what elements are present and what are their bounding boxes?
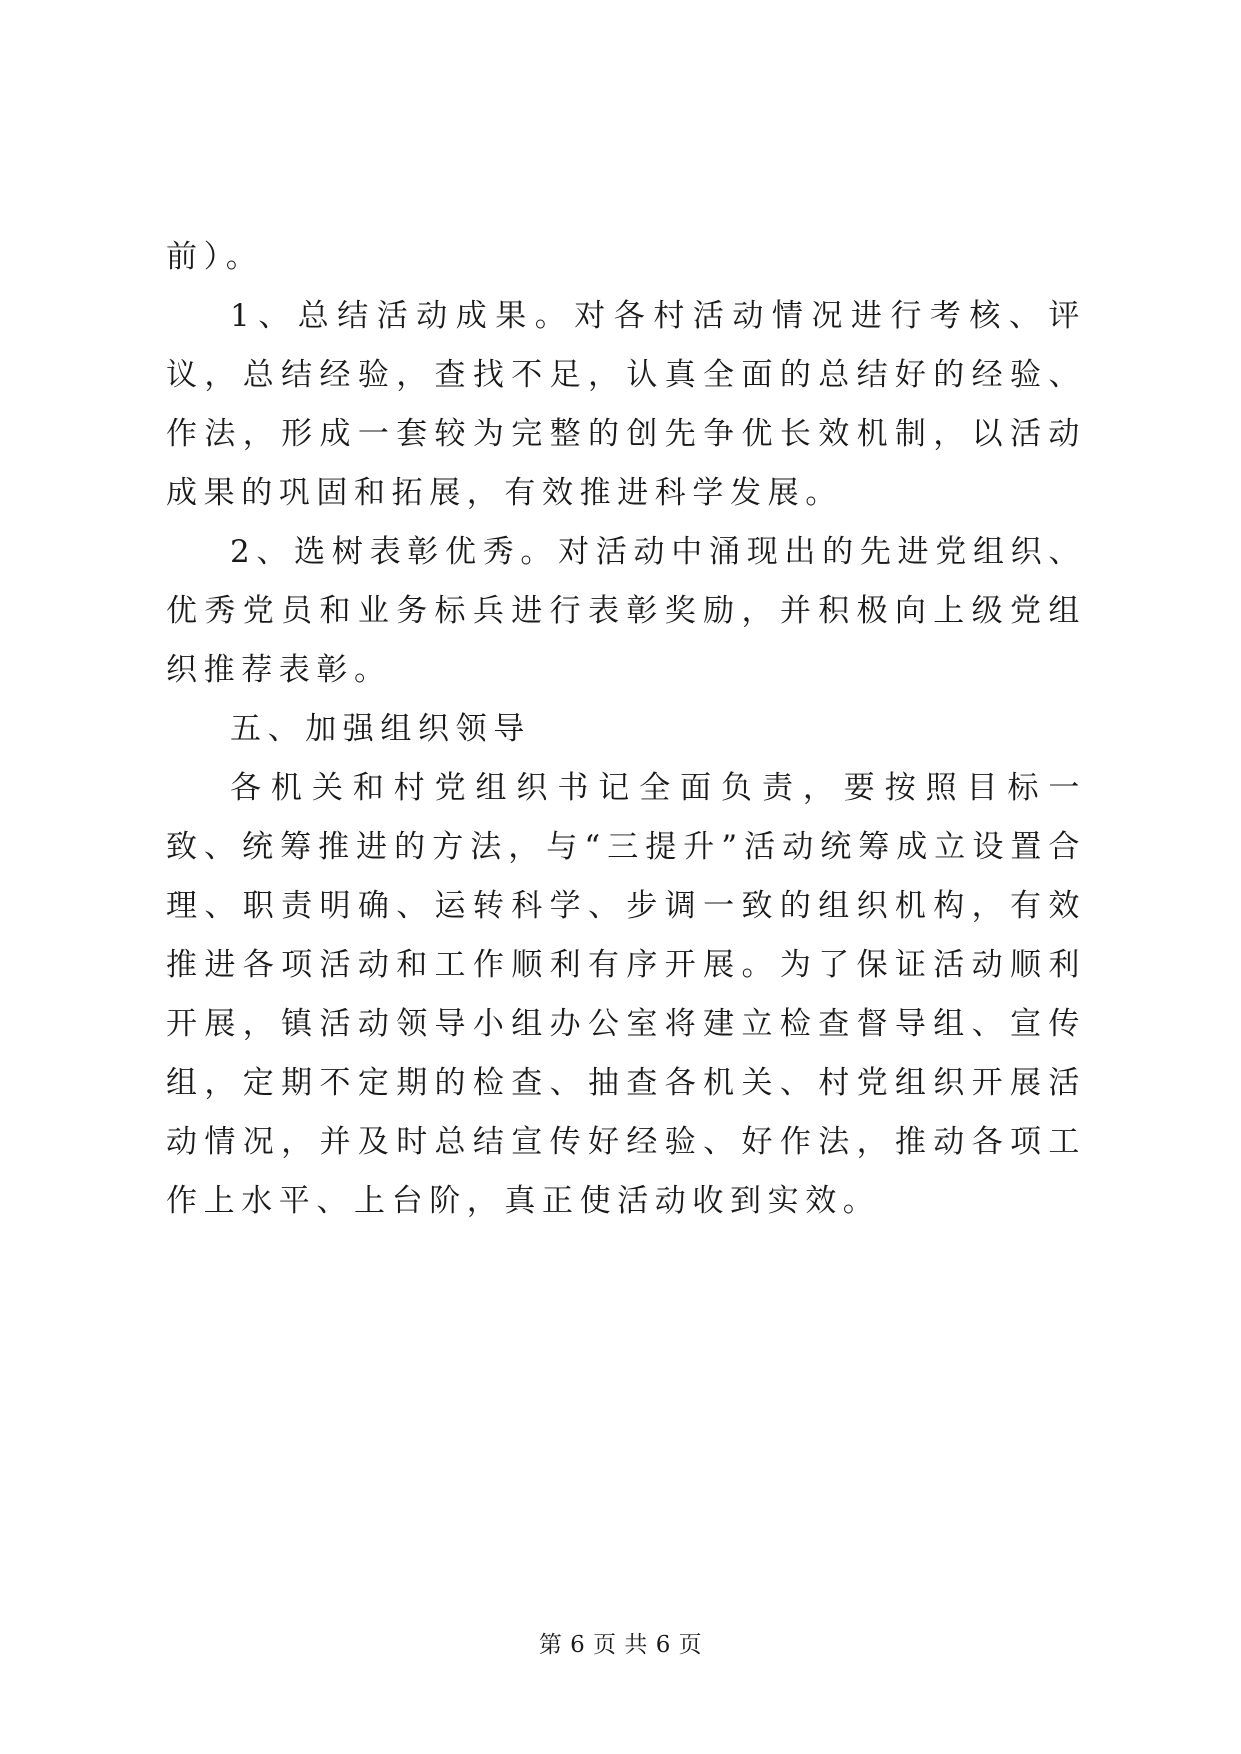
paragraph-summarize-results: 1、总结活动成果。对各村活动情况进行考核、评议，总结经验，查找不足，认真全面的总结好的经验、作法，形成一套较为完整的创先争优长效机制，以活动成果的巩固和拓展，有效推进科学发展。 xyxy=(166,298,1086,511)
paragraph-commend-excellence: 2、选树表彰优秀。对活动中涌现出的先进党组织、优秀党员和业务标兵进行表彰奖励，并积极向上级党组织推荐表彰。 xyxy=(166,534,1086,688)
section-heading-leadership: 五、加强组织领导 xyxy=(230,711,531,747)
document-body xyxy=(166,228,1086,1231)
paragraph-leadership: 各机关和村党组织书记全面负责，要按照目标一致、统筹推进的方法，与“三提升”活动统筹成立设置合理、职责明确、运转科学、步调一致的组织机构，有效推进各项活动和工作顺利有序开展。为了保证活动顺利开展，镇活动领导小组办公室将建立检查督导组、宣传组，定期不定期的检查、抽查各机关、村党组织开展活动情况，并及时总结宣传好经验、好作法，推动各项工作上水平、上台阶，真正使活动收到实效。 xyxy=(166,770,1086,1219)
page-number-footer: 第 6 页 共 6 页 xyxy=(538,1632,703,1658)
paragraph-continuation: 前）。 xyxy=(166,239,264,275)
